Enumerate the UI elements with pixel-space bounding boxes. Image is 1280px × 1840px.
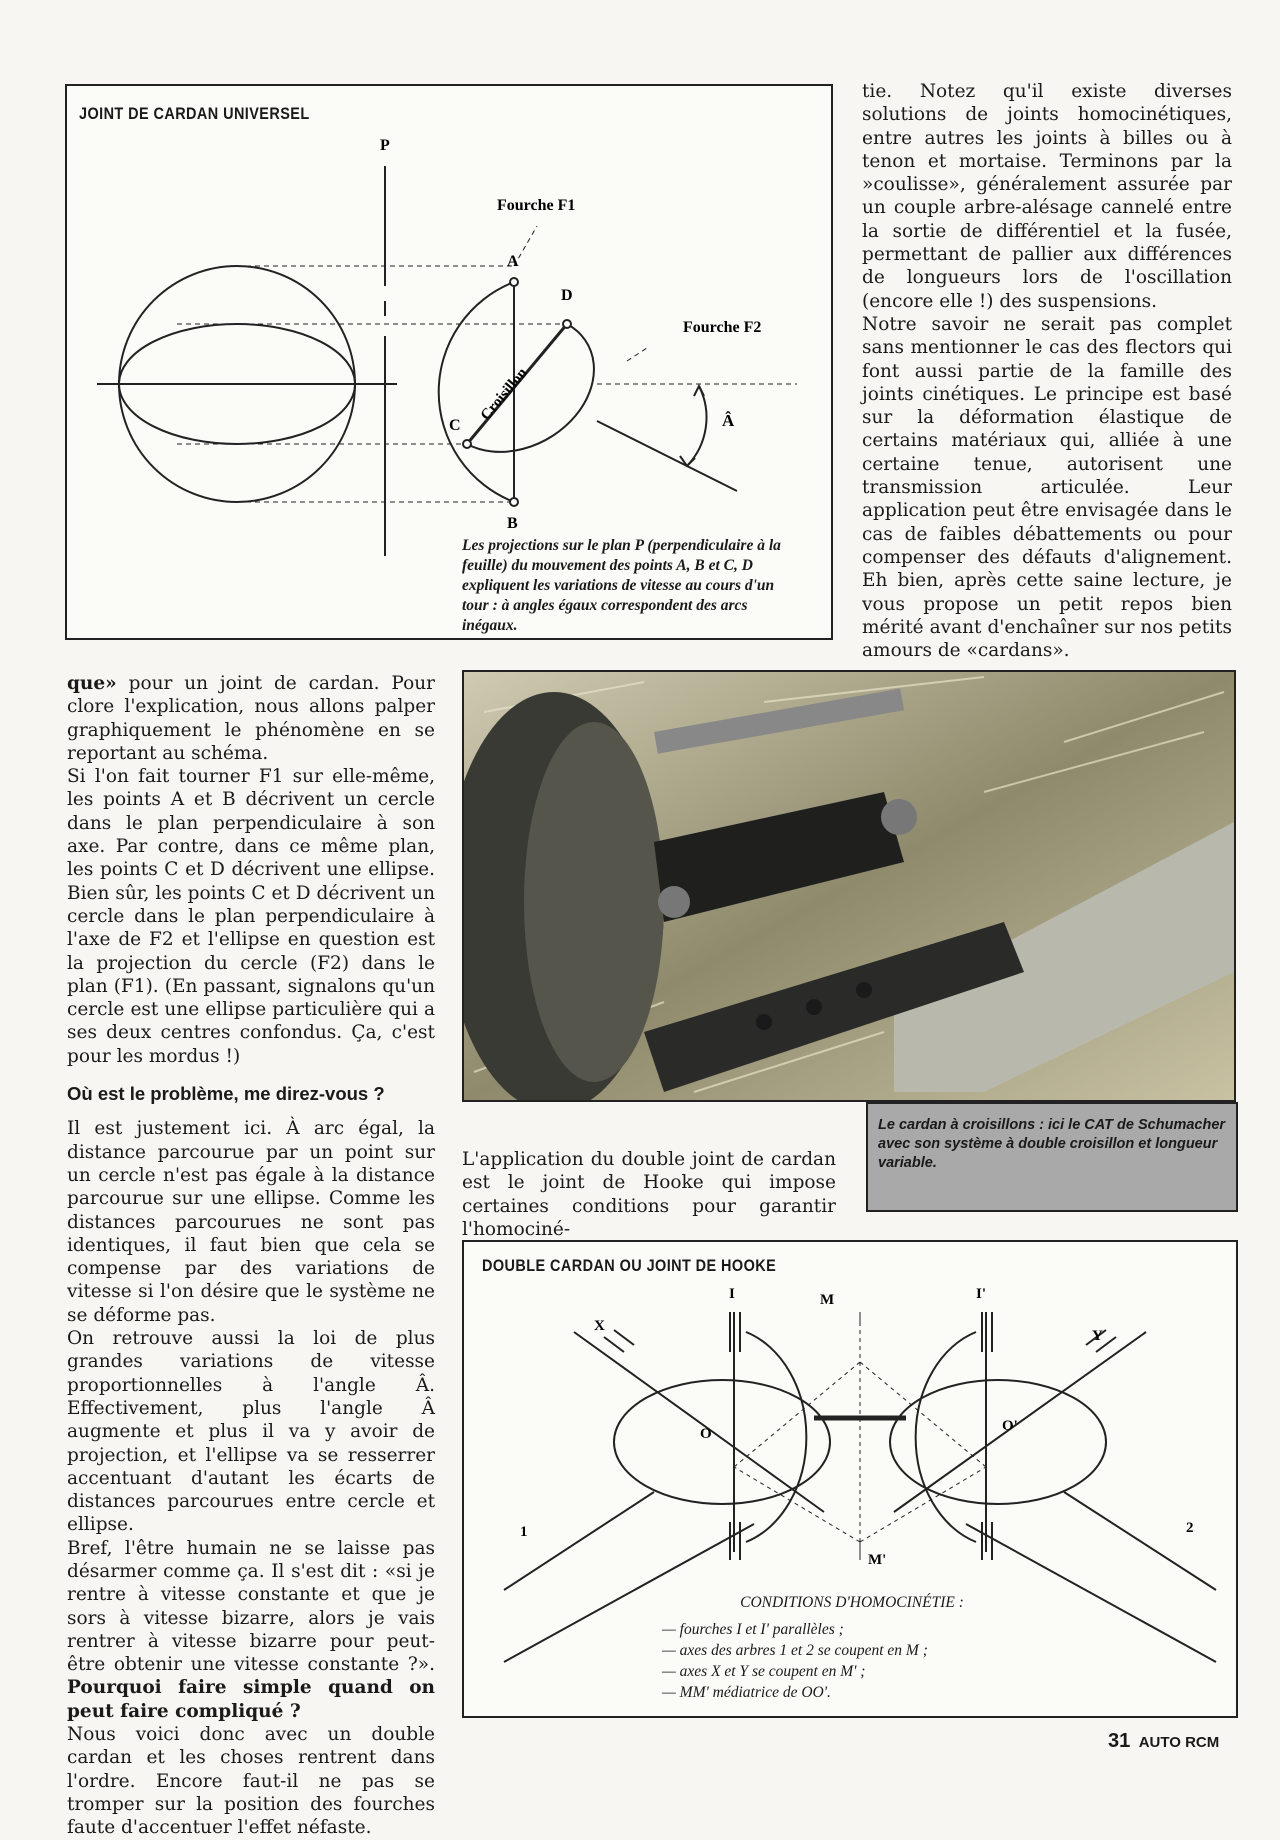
label-center-o: O xyxy=(700,1426,712,1442)
label-axis-y: Y xyxy=(1092,1328,1103,1344)
conditions-title: CONDITIONS D'HOMOCINÉTIE : xyxy=(740,1594,964,1611)
cardan-photo-illustration xyxy=(464,672,1234,1100)
label-center-o-prime: O' xyxy=(1002,1418,1018,1434)
cardan-diagram-box xyxy=(65,84,833,640)
label-shaft-1: 1 xyxy=(520,1524,528,1540)
paragraph: Notre savoir ne serait pas complet sans mentionner le cas des flectors qui font aussi partie de la famille des joints cinétiques. Le principe est basé sur la déformation élastique de certains matériaux qui, alliée à une certaine tenue, autorisent une transmission articulée. Leur application peut être envisagée dans le cas de faibles débattements ou pour compenser des défauts d'alignement. Eh bien, après cette saine lecture, je vous propose un petit repos bien mérité avant d'enchaîner sur nos petits amours de «cardans». xyxy=(862,313,1232,662)
label-fourche-f1: Fourche F1 xyxy=(497,197,576,214)
label-point-c: C xyxy=(449,417,461,434)
bold-phrase: Pourquoi faire simple quand on peut faire compliqué ? xyxy=(67,1677,435,1722)
paragraph: que» pour un joint de cardan. Pour clore l'explication, nous allons palper graphiquement le phénomène en se reportant au schéma. xyxy=(67,673,435,764)
middle-text-column xyxy=(462,1148,836,1241)
lead-word: que» xyxy=(67,673,117,694)
condition-item: — axes des arbres 1 et 2 se coupent en M ; xyxy=(662,1642,928,1659)
double-cardan-diagram-box xyxy=(462,1240,1238,1718)
cardan-diagram-title: JOINT DE CARDAN UNIVERSEL xyxy=(79,104,310,123)
label-point-b: B xyxy=(507,515,518,532)
conditions-block xyxy=(662,1592,1042,1703)
label-point-m: M xyxy=(820,1292,835,1308)
section-heading: Où est le problème, me direz-vous ? xyxy=(67,1083,385,1105)
paragraph: Bref, l'être humain ne se laisse pas désarmer comme ça. Il s'est dit : «si je rentre à vitesse constante et que je sors à vitesse bizarre, alors je vais rentrer à vitesse bizarre pour peut-être obtenir une vitesse constante ?». Pourquoi faire simple quand on peut faire compliqué ? xyxy=(67,1537,435,1722)
paragraph: Il est justement ici. À arc égal, la distance parcourue par un point sur un cercle n'est pas égale à la distance parcourue sur une ellipse. Comme les distances parcourues ne sont pas identiques, il faut bien que cela se compense par des variations de vitesse si l'on désire que le système ne se déforme pas. xyxy=(67,1118,435,1326)
right-top-text-column xyxy=(862,80,1232,662)
page-footer xyxy=(1108,1730,1219,1753)
cardan-photo xyxy=(462,670,1236,1102)
paragraph: On retrouve aussi la loi de plus grandes variations de vitesse proportionnelles à l'angle Â. Effectivement, plus l'angle Â augmente et plus il va y avoir de projection, et l'ellipse va se resserrer accentuant d'autant les écarts de distances parcourues entre cercle et ellipse. xyxy=(67,1328,435,1536)
paragraph: Nous voici donc avec un double cardan et les choses rentrent dans l'ordre. Encore faut-il ne pas se tromper sur la position des fourches faute d'accentuer l'effet néfaste. xyxy=(67,1724,435,1839)
page-number: 31 xyxy=(1108,1730,1131,1752)
paragraph: L'application du double joint de cardan est le joint de Hooke qui impose certaines conditions pour garantir l'homociné- xyxy=(462,1149,836,1240)
condition-item: — MM' médiatrice de OO'. xyxy=(662,1684,831,1701)
photo-caption: Le cardan à croisillons : ici le CAT de Schumacher avec son système à double croisillon et longueur variable. xyxy=(866,1102,1238,1212)
label-fourche-f2: Fourche F2 xyxy=(683,319,762,336)
label-plane-p: P xyxy=(380,137,390,154)
label-fork-i: I xyxy=(729,1286,735,1302)
cardan-diagram-caption: Les projections sur le plan P (perpendiculaire à la feuille) du mouvement des points A, B et C, D expliquent les variations de vitesse au cours d'un tour : à angles égaux correspondent des arcs inégaux. xyxy=(462,537,781,634)
label-axis-x: X xyxy=(594,1318,605,1334)
double-cardan-title: DOUBLE CARDAN OU JOINT DE HOOKE xyxy=(482,1256,777,1275)
label-shaft-2: 2 xyxy=(1186,1520,1194,1536)
left-text-column xyxy=(67,672,435,1840)
condition-item: — axes X et Y se coupent en M' ; xyxy=(662,1663,866,1680)
label-point-d: D xyxy=(561,287,573,304)
label-point-a: A xyxy=(507,253,519,270)
label-angle: Â xyxy=(722,411,735,430)
label-point-m-prime: M' xyxy=(868,1552,887,1568)
label-fork-i-prime: I' xyxy=(976,1286,987,1302)
magazine-name: AUTO RCM xyxy=(1138,1734,1220,1751)
label-croisillon: Croisillon xyxy=(477,364,531,424)
paragraph: Si l'on fait tourner F1 sur elle-même, les points A et B décrivent un cercle dans le plan perpendiculaire à son axe. Par contre, dans ce même plan, les points C et D décrivent une ellipse. Bien sûr, les points C et D décrivent un cercle dans le plan perpendiculaire à l'axe de F2 et l'ellipse en question est la projection du cercle (F2) dans le plan (F1). (En passant, signalons qu'un cercle est une ellipse particulière qui a ses deux centres confondus. Ça, c'est pour les mordus !) xyxy=(67,766,435,1067)
condition-item: — fourches I et I' parallèles ; xyxy=(662,1621,844,1638)
paragraph: tie. Notez qu'il existe diverses solutions de joints homocinétiques, entre autres les joints à billes ou à tenon et mortaise. Terminons par la »coulisse», généralement assurée par un couple arbre-alésage cannelé entre la sortie de différentiel et la fusée, permettant de pallier aux différences de longueurs lors de l'oscillation (encore elle !) des suspensions. xyxy=(862,81,1232,312)
